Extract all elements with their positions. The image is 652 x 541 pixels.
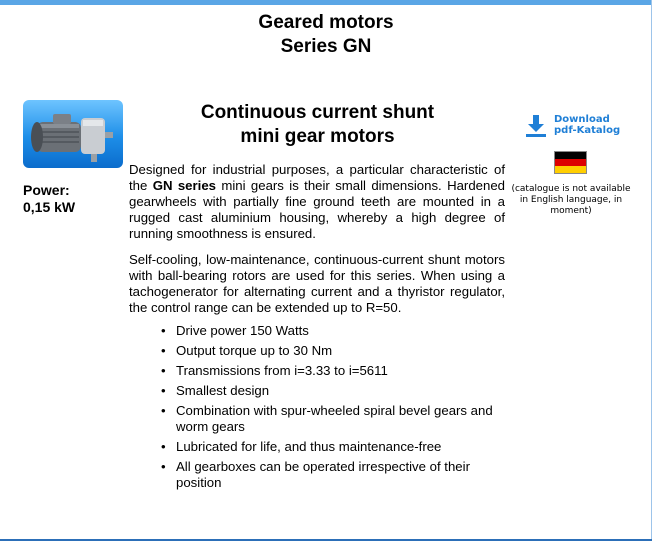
description xyxy=(129,162,505,326)
list-item-text: Combination with spur-wheeled spiral bevel gears and worm gears xyxy=(176,403,493,434)
bullet: • xyxy=(161,459,166,474)
catalogue-note: (catalogue is not available in English language, in moment) xyxy=(511,184,631,216)
series-name: GN series xyxy=(152,178,216,193)
feature-list xyxy=(159,323,509,495)
list-item xyxy=(159,323,509,339)
download-pdf-catalog-link[interactable] xyxy=(524,114,620,138)
list-item-text: Lubricated for life, and thus maintenance-free xyxy=(176,439,442,454)
description-paragraph-1 xyxy=(129,162,505,242)
product-image[interactable] xyxy=(23,100,123,168)
german-flag-icon[interactable] xyxy=(554,151,587,174)
list-item-text: Output torque up to 30 Nm xyxy=(176,343,333,358)
download-label[interactable] xyxy=(554,114,620,136)
bullet: • xyxy=(161,323,166,338)
list-item xyxy=(159,383,509,399)
bullet: • xyxy=(161,383,166,398)
list-item-text: Smallest design xyxy=(176,383,270,398)
download-line2: pdf-Katalog xyxy=(554,125,621,136)
list-item-text: Drive power 150 Watts xyxy=(176,323,309,338)
bullet: • xyxy=(161,439,166,454)
bullet: • xyxy=(161,403,166,418)
section-title xyxy=(130,101,505,149)
list-item xyxy=(159,343,509,359)
geared-motor-icon xyxy=(23,100,123,168)
flag-stripe-black xyxy=(555,152,586,159)
paragraph-text: mini gears is their small dimensions. Hardened gearwheels with partially fine ground teeth are mounted in a rugged cast aluminium housing, whereby a high degree of running smoothness is ensured. xyxy=(129,178,505,241)
list-item xyxy=(159,403,509,435)
flag-stripe-red xyxy=(555,159,586,166)
section-title-line2: mini gear motors xyxy=(240,126,395,147)
list-item xyxy=(159,459,509,491)
page-title xyxy=(0,11,652,59)
list-item-text: Transmissions from i=3.33 to i=5611 xyxy=(176,363,388,378)
list-item xyxy=(159,363,509,379)
page-title-line2: Series GN xyxy=(280,36,372,57)
flag-stripe-gold xyxy=(555,166,586,173)
download-line1: Download xyxy=(554,114,610,125)
power-value: 0,15 kW xyxy=(23,199,76,215)
power-label: Power: xyxy=(23,182,70,198)
page-title-line1: Geared motors xyxy=(258,12,394,33)
bullet: • xyxy=(161,343,166,358)
section-title-line1: Continuous current shunt xyxy=(200,102,435,123)
power-spec xyxy=(23,182,123,216)
bullet: • xyxy=(161,363,166,378)
list-item xyxy=(159,439,509,455)
download-icon xyxy=(524,114,548,138)
description-paragraph-2: Self-cooling, low-maintenance, continuous-current shunt motors with ball-bearing rotors are used for this series. When using a tachogenerator for alternating current and a thyristor regulator, the control range can be extended up to R=50. xyxy=(129,252,505,315)
top-border xyxy=(0,0,652,5)
paragraph-text: Designed for industrial purposes, a particular characteristic of the xyxy=(129,162,505,193)
list-item-text: All gearboxes can be operated irrespective of their position xyxy=(176,459,470,490)
